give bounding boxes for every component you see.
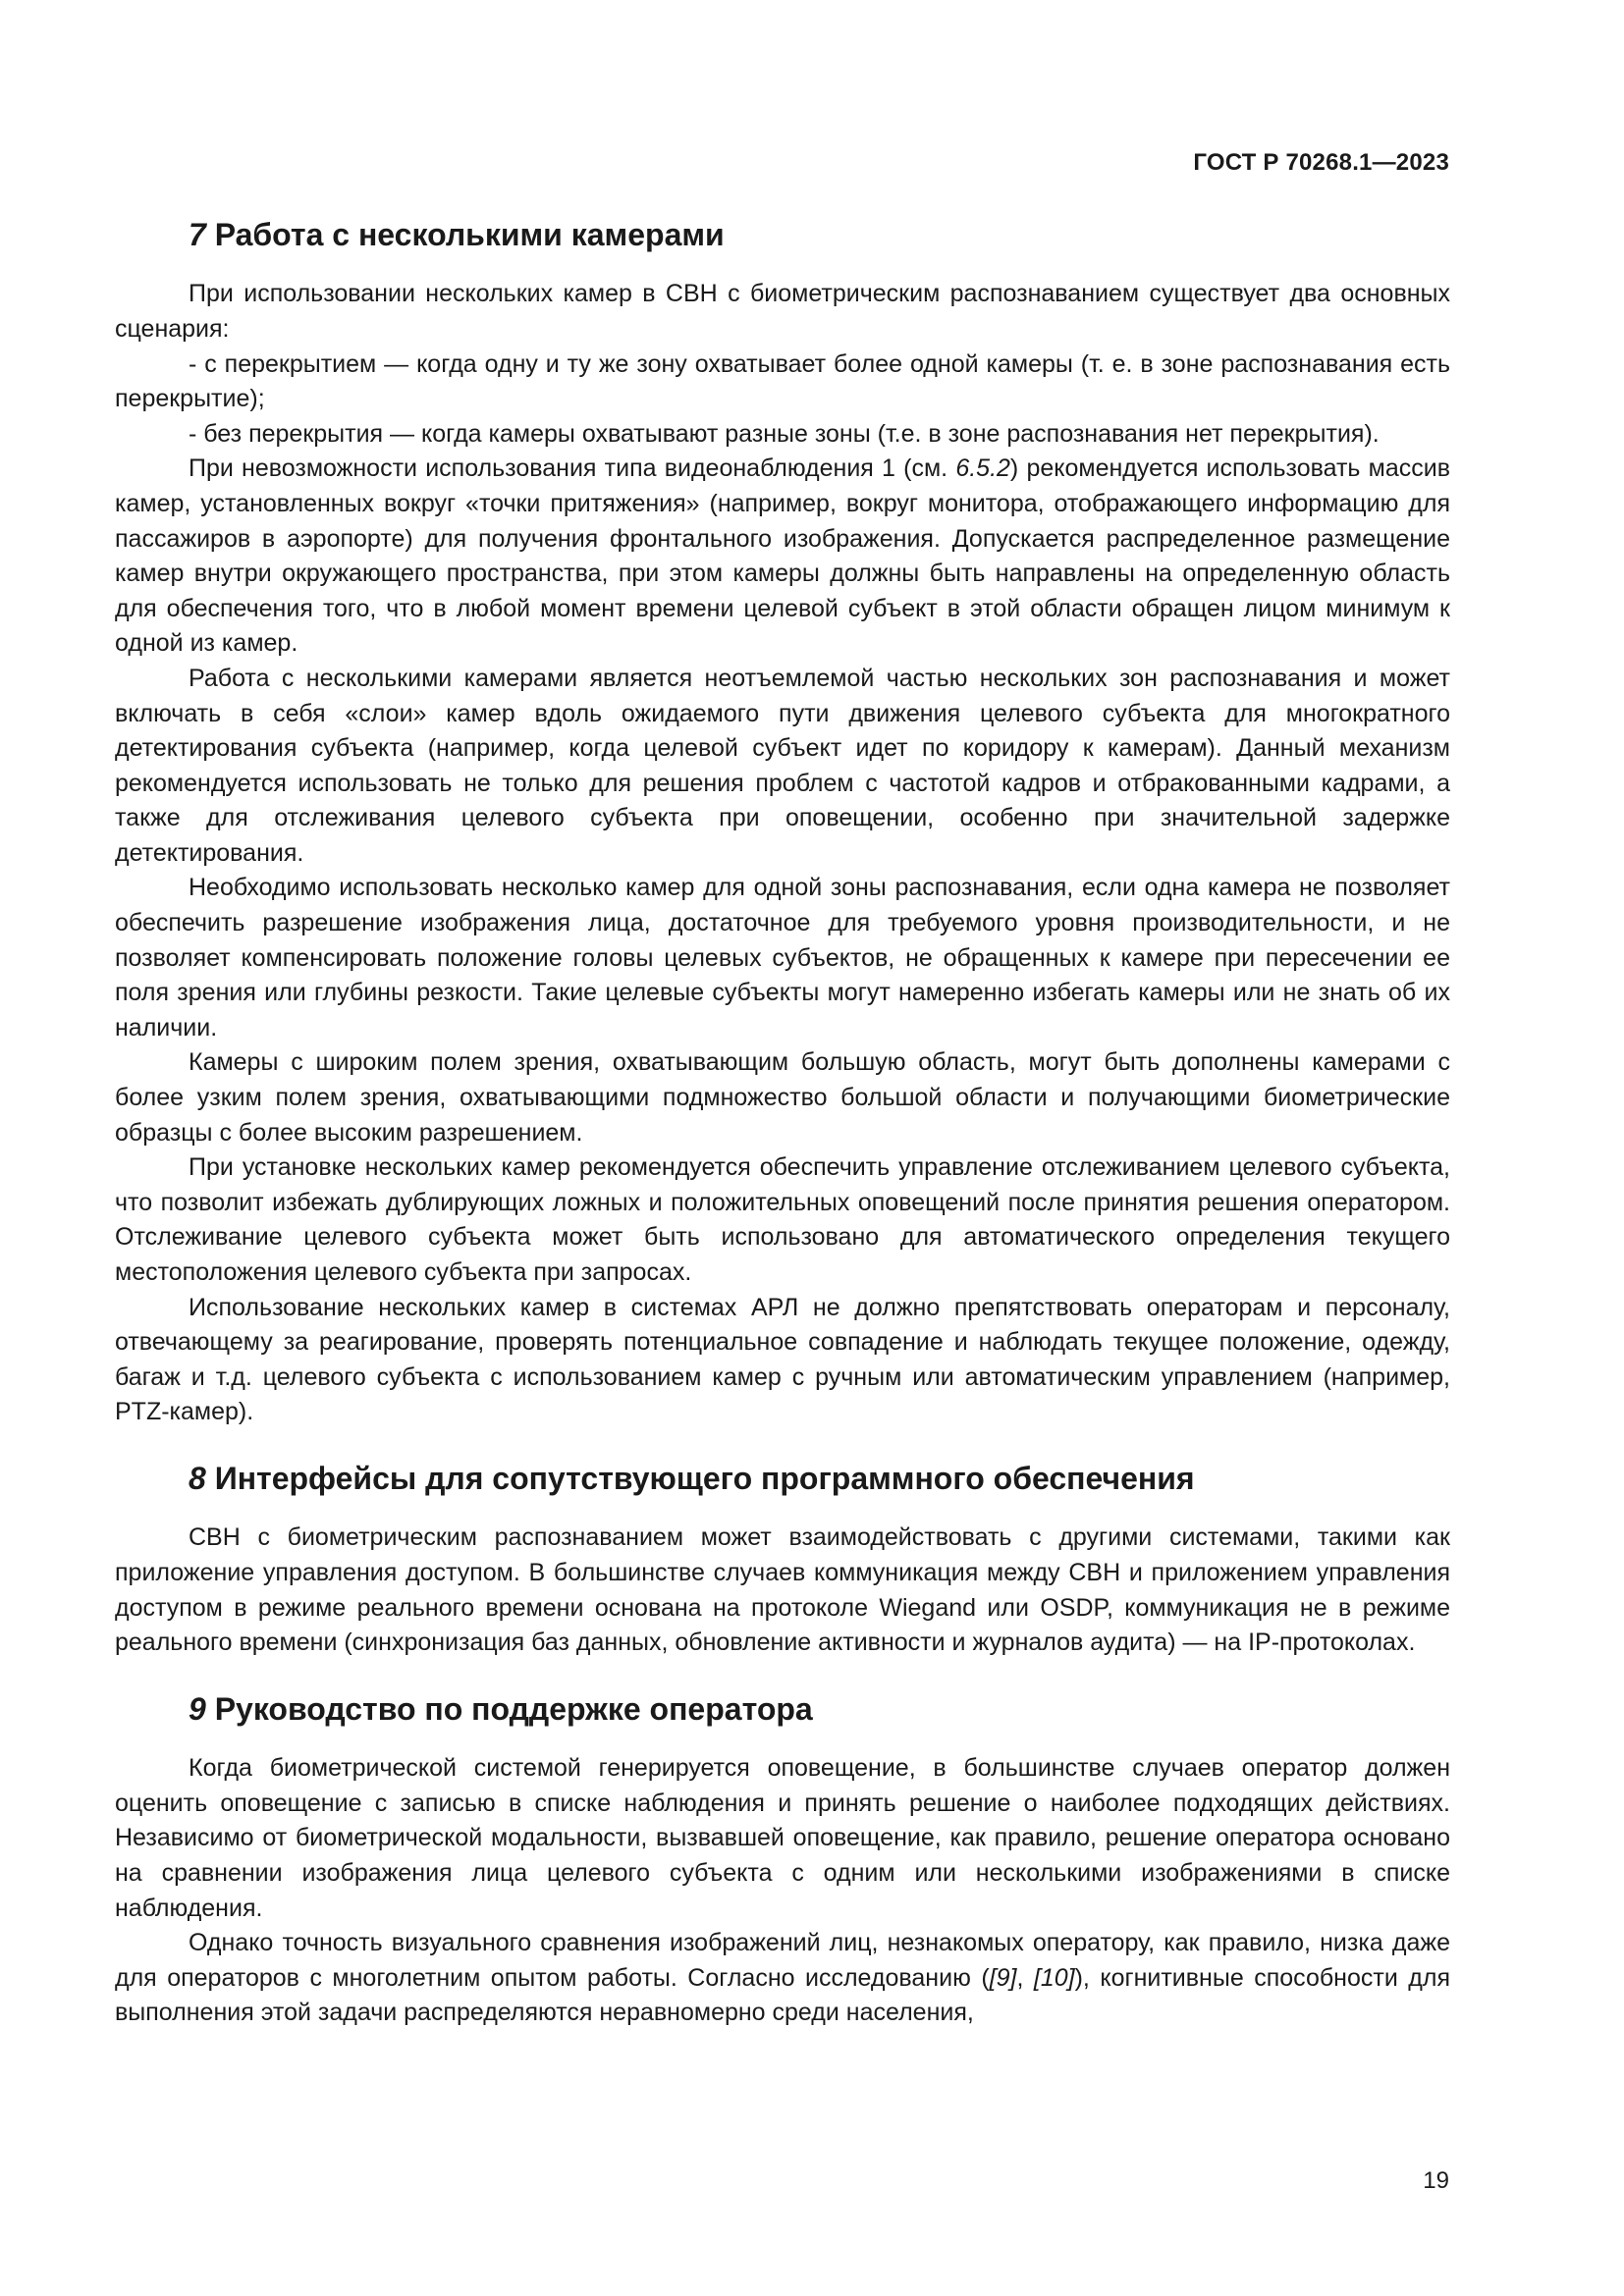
page-number: 19 — [1423, 2167, 1449, 2194]
paragraph: При использовании нескольких камер в СВН с биометрическим распознаванием существует два основных сценария: — [115, 280, 1450, 343]
list-item: - без перекрытия — когда камеры охватывают разные зоны (т.е. в зоне распознавания нет перекрытия). — [189, 419, 1380, 448]
section-8-number: 8 — [189, 1460, 206, 1496]
paragraph — [115, 452, 1450, 662]
paragraph: При установке нескольких камер рекомендуется обеспечить управление отслеживанием целевого субъекта, что позволит избежать дублирующих ложных и положительных оповещений после принятия решения оператором. Отслеживание целевого субъекта может быть использовано для автоматического определения текущего местоположения целевого субъекта при запросах. — [115, 1153, 1450, 1287]
page-content — [115, 216, 1450, 2060]
section-8-heading — [115, 1460, 1450, 1497]
section-7 — [115, 216, 1450, 1430]
paragraph: Камеры с широким полем зрения, охватывающим большую область, могут быть дополнены камерами с более узким полем зрения, охватывающими подмножество большой области и получающими биометрические образцы с более высоким разрешением. — [115, 1048, 1450, 1147]
section-9-title: Руководство по поддержке оператора — [214, 1690, 813, 1727]
paragraph-text: , — [1016, 1963, 1034, 1992]
list-item: - с перекрытием — когда одну и ту же зону охватывает более одной камеры (т. е. в зоне распознавания есть перекрытие); — [115, 349, 1450, 413]
paragraph: Работа с несколькими камерами является неотъемлемой частью нескольких зон распознавания и может включать в себя «слои» камер вдоль ожидаемого пути движения целевого субъекта для многократного детектирования субъекта (например, когда целевой субъект идет по коридору к камерам). Данный механизм рекомендуется использовать не только для решения проблем с частотой кадров и отбракованными кадрами, а также для отслеживания целевого субъекта при оповещении, особенно при значительной задержке детектирования. — [115, 664, 1450, 867]
paragraph-text: При невозможности использования типа видеонаблюдения 1 (см. — [189, 454, 956, 483]
section-7-number: 7 — [189, 217, 206, 252]
paragraph: Необходимо использовать несколько камер для одной зоны распознавания, если одна камера не позволяет обеспечить разрешение изображения лица, достаточное для требуемого уровня производительности, и не позволяет компенсировать положение головы целевых субъектов, не обращенных к камере при пересечении ее поля зрения или глубины резкости. Такие целевые субъекты могут намеренно избегать камеры или не знать об их наличии. — [115, 874, 1450, 1041]
paragraph-text: ) рекомендуется использовать массив камер, установленных вокруг «точки притяжения» (например, вокруг монитора, отображающего информацию для пассажиров в аэропорте) для получения фронтального изображения. Допускается распределенное размещение камер внутри окружающего пространства, при этом камеры должны быть направлены на определенную область для обеспечения того, что в любой момент времени целевой субъект в этой области обращен лицом минимум к одной из камер. — [115, 454, 1450, 658]
section-9 — [115, 1690, 1450, 2031]
paragraph — [115, 1926, 1450, 2031]
section-9-number: 9 — [189, 1690, 206, 1727]
document-code: ГОСТ Р 70268.1—2023 — [1193, 149, 1449, 176]
section-9-heading — [115, 1690, 1450, 1728]
paragraph: Использование нескольких камер в системах АРЛ не должно препятствовать операторам и персоналу, отвечающему за реагирование, проверять потенциальное совпадение и наблюдать текущее положение, одежду, багаж и т.д. целевого субъекта с использованием камер с ручным или автоматическим управлением (например, PTZ-камер). — [115, 1293, 1450, 1426]
section-7-title: Работа с несколькими камерами — [214, 217, 725, 252]
paragraph: СВН с биометрическим распознаванием может взаимодействовать с другими системами, такими как приложение управления доступом. В большинстве случаев коммуникация между СВН и приложением управления доступом в режиме реального времени основана на протоколе Wiegand или OSDP, коммуникация не в режиме реального времени (синхронизация баз данных, обновление активности и журналов аудита) — на IP-протоколах. — [115, 1523, 1450, 1657]
section-8 — [115, 1460, 1450, 1661]
section-7-heading — [115, 216, 1450, 253]
section-8-title: Интерфейсы для сопутствующего программного обеспечения — [214, 1460, 1195, 1496]
paragraph-text: ), когнитивные способности для выполнения этой задачи распределяются неравномерно среди населения, — [115, 1963, 1450, 2027]
bibliography-reference: [10] — [1033, 1963, 1075, 1992]
paragraph: Когда биометрической системой генерируется оповещение, в большинстве случаев оператор должен оценить оповещение с записью в списке наблюдения и принять решение о наиболее подходящих действиях. Независимо от биометрической модальности, вызвавшей оповещение, как правило, решение оператора основано на сравнении изображения лица целевого субъекта с одним или несколькими изображениями в списке наблюдения. — [115, 1754, 1450, 1922]
bibliography-reference: [9] — [989, 1963, 1017, 1992]
clause-reference: 6.5.2 — [955, 454, 1010, 483]
paragraph-text: Однако точность визуального сравнения изображений лиц, незнакомых оператору, как правило, низка даже для операторов с многолетним опытом работы. Согласно исследованию ( — [115, 1929, 1450, 1992]
